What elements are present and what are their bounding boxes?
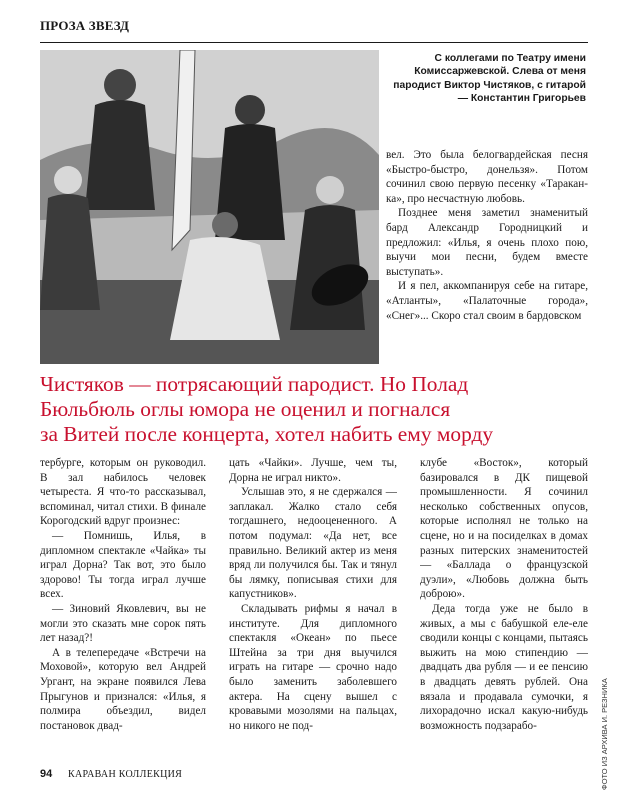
magazine-name: КАРАВАН КОЛЛЕКЦИЯ (68, 769, 183, 780)
paragraph: тербурге, которым он руководил. В зал набилось человек четыреста. Я что-то рассказывал, вспоминал, читал стихи. В финале Корогодский вдруг произнес: (40, 457, 206, 528)
paragraph: Услышав это, я не сдержался — заплакал. Жалко стало себя тогдашнего, недооцененного. А потом подумал: «Да нет, все правильно. Великий актер из меня вряд ли получился бы. Так и тянул бы лямку, пописывая стихи для капустников». (229, 486, 397, 601)
paragraph: цать «Чайки». Лучше, чем ты, Дорна не играл никто». (229, 457, 397, 484)
photo-person-1-body (85, 100, 155, 210)
photo-person-1 (104, 69, 136, 101)
paragraph: И я пел, аккомпанируя себе на гитаре, «Атланты», «Палаточные города», «Снег»... Скоро стал своим в бардовском (386, 280, 588, 322)
photo-illustration (40, 50, 379, 364)
paragraph: Складывать рифмы я начал в институте. Для дипломного спектакля «Океан» по пьесе Штейна за три дня выучился играть на гитаре — срочно надо было заменить заболевшего актера. На сцену вышел с кровавыми мозолями на пальцах, но никого не под- (229, 602, 397, 732)
text-column-1 (40, 456, 206, 761)
pullquote-line: Бюльбюль оглы юмора не оценил и погнался (40, 397, 451, 421)
text-column-top (386, 148, 588, 364)
photo-caption: С коллегами по Театру имени Комиссаржевской. Слева от меня пародист Виктор Чистяков, с гитарой — Константин Григорьев (393, 53, 586, 105)
pullquote-line: Чистяков — потрясающий пародист. Но Полад (40, 372, 469, 396)
header-rule (40, 42, 588, 43)
section-rubric: ПРОЗА ЗВЕЗД (40, 18, 130, 33)
group-photo (40, 50, 379, 364)
paragraph: А в телепередаче «Встречи на Моховой», которую вел Андрей Ургант, на экране появился Лева Прыгунов и признался: «Илья, я полмира объездил, видел постановок двад- (40, 646, 206, 732)
paragraph: — Помнишь, Илья, в дипломном спектакле «Чайка» ты играл Дорна? Так вот, это было здорово! Ты тогда играл лучше всех. (40, 529, 206, 601)
photo-person-3 (54, 166, 82, 194)
paragraph: вел. Это была белогвардейская песня «Быстро-быстро, донельзя». Потом сочинил свою первую песенку «Тараканка», про несчастную любовь. (386, 149, 588, 205)
text-column-2 (229, 456, 397, 761)
paragraph: Позднее меня заметил знаменитый бард Александр Городницкий и предложил: «Илья, я очень плохо пою, выучи мои песни, будем вместе выступать». (386, 207, 588, 278)
photo-person-4 (316, 176, 344, 204)
photo-person-2 (235, 95, 265, 125)
page-number: 94 (40, 768, 53, 780)
paragraph: клубе «Восток», который базировался в ДК пищевой промышленности. Я сочинил несколько собственных опусов, которые исполнял не только на сцене, но и на посиделках в домах разных питерских знаменитостей — «Баллада о французской дуэли», «Любовь должна быть доброю». (420, 457, 588, 601)
pullquote (40, 372, 600, 447)
paragraph: Деда тогда уже не было в живых, а мы с бабушкой еле-еле сводили концы с концами, пытаясь выжить на мою стипендию — двадцать два рубля — и ее пенсию в двадцать девять рублей. Она вязала и продавала сумочки, я лихорадочно искал какую-нибудь возможность подзарабо- (420, 602, 588, 732)
photo-credit (600, 650, 614, 790)
pullquote-line: за Витей после концерта, хотел набить ему морду (40, 422, 494, 446)
photo-person-5 (212, 212, 238, 238)
text-column-3 (420, 456, 588, 761)
photo-credit-text: ФОТО ИЗ АРХИВА И. РЕЗНИКА (600, 678, 609, 790)
paragraph: — Зиновий Яковлевич, вы не могли это сказать мне сорок пять лет назад?! (40, 602, 206, 645)
